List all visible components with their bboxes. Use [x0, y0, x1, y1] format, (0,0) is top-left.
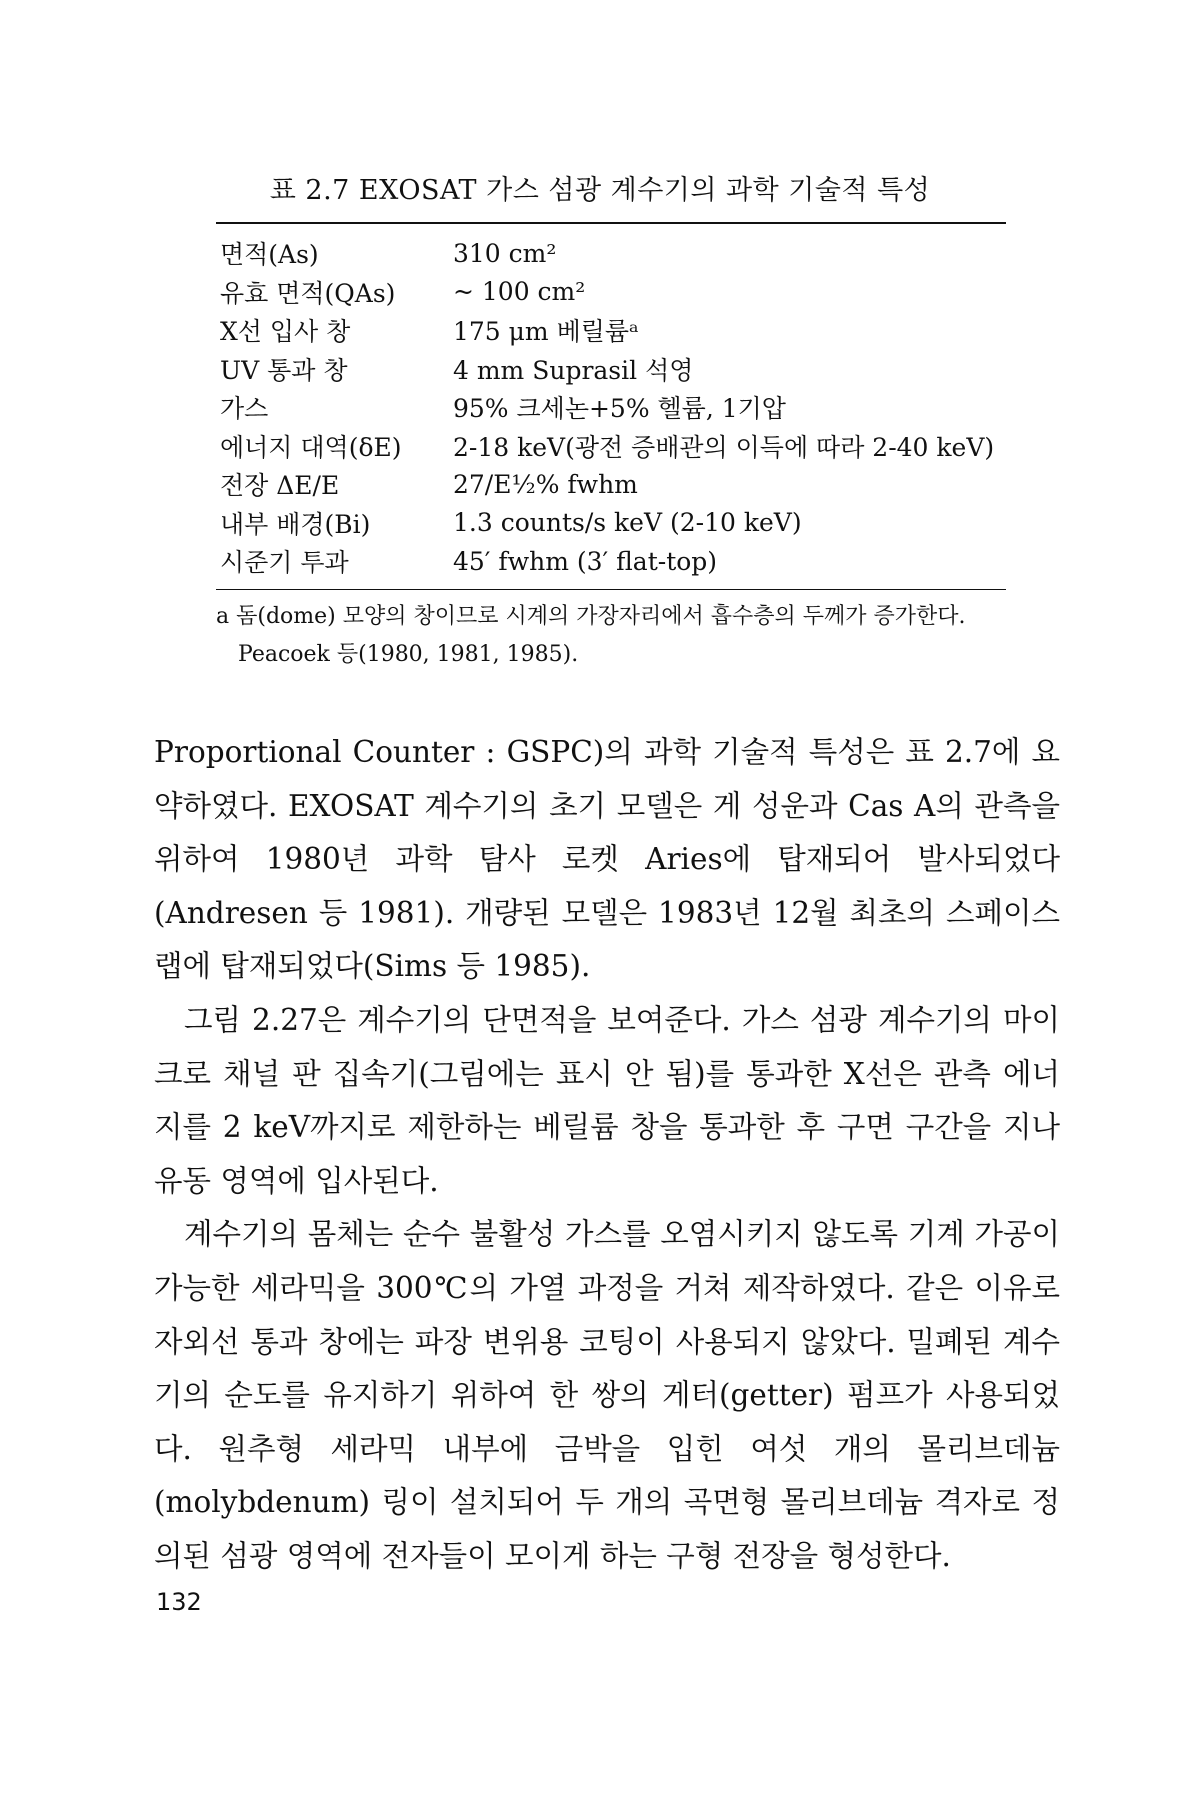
row-value-area: 310 cm²: [453, 238, 557, 268]
row-label-effective-area: 유효 면적(QAs): [220, 278, 396, 308]
row-label-xray-window: X선 입사 창: [220, 317, 351, 347]
table-footnote: a 돔(dome) 모양의 창이므로 시계의 가장자리에서 흡수층의 두께가 증가한다.: [216, 604, 966, 629]
table-row: [216, 388, 1006, 427]
paragraph: Proportional Counter : GSPC)의 과학 기술적 특성은 표 2.7에 요약하였다. EXOSAT 계수기의 초기 모델은 게 성운과 Cas A의 관측을 위하여 1980년 과학 탐사 로켓 Aries에 탑재되어 발사되었다(Andresen 등 1981). 개량된 모델은 1983년 12월 최초의 스페이스랩에 탑재되었다(Sims 등 1985).: [154, 735, 1060, 984]
row-label-area: 면적(As): [220, 240, 319, 270]
row-value-xray-window: 175 μm 베릴륨ᵃ: [453, 317, 639, 347]
row-label-resolution: 전장 ΔE/E: [220, 471, 340, 501]
row-label-gas: 가스: [220, 394, 269, 424]
row-value-collimator: 45′ fwhm (3′ flat-top): [453, 546, 718, 576]
page-number: 132: [156, 1588, 202, 1616]
row-label-uv-window: UV 통과 창: [220, 355, 348, 385]
body-text: [154, 726, 1060, 1584]
table-row: [216, 273, 1006, 312]
row-value-energy-band: 2-18 keV(광전 증배관의 이득에 따라 2-40 keV): [453, 432, 995, 462]
row-value-uv-window: 4 mm Suprasil 석영: [453, 355, 694, 385]
table-row: [216, 465, 1006, 504]
table-row: [216, 504, 1006, 543]
table-row: [216, 234, 1006, 273]
row-value-effective-area: ~ 100 cm²: [453, 277, 586, 307]
row-value-gas: 95% 크세논+5% 헬륨, 1기압: [453, 394, 786, 424]
table-row: [216, 542, 1006, 581]
row-label-energy-band: 에너지 대역(δE): [220, 432, 402, 462]
row-label-background: 내부 배경(Bi): [220, 509, 371, 539]
paragraph: 그림 2.27은 계수기의 단면적을 보여준다. 가스 섬광 계수기의 마이크로 채널 판 집속기(그림에는 표시 안 됨)를 통과한 X선은 관측 에너지를 2 keV까지로 제한하는 베릴륨 창을 통과한 후 구면 구간을 지나 유동 영역에 입사된다.: [154, 1002, 1060, 1198]
specification-table: [216, 222, 1006, 590]
row-value-background: 1.3 counts/s keV (2-10 keV): [453, 508, 802, 538]
table-source: Peacoek 등(1980, 1981, 1985).: [238, 642, 579, 667]
table-row: [216, 350, 1006, 389]
paragraph: 계수기의 몸체는 순수 불활성 가스를 오염시키지 않도록 기계 가공이 가능한 세라믹을 300℃의 가열 과정을 거쳐 제작하였다. 같은 이유로 자외선 통과 창에는 파장 변위용 코팅이 사용되지 않았다. 밀폐된 계수기의 순도를 유지하기 위하여 한 쌍의 게터(getter) 펌프가 사용되었다. 원추형 세라믹 내부에 금박을 입힌 여섯 개의 몰리브데늄(molybdenum) 링이 설치되어 두 개의 곡면형 몰리브데늄 격자로 정의된 섬광 영역에 전자들이 모이게 하는 구형 전장을 형성한다.: [154, 1217, 1060, 1573]
table-row: [216, 311, 1006, 350]
row-value-resolution: 27/E½% fwhm: [453, 469, 638, 499]
table-caption: 표 2.7 EXOSAT 가스 섬광 계수기의 과학 기술적 특성: [269, 175, 931, 206]
table-notes: [216, 598, 1016, 674]
table-row: [216, 427, 1006, 466]
row-label-collimator: 시준기 투과: [220, 548, 349, 578]
